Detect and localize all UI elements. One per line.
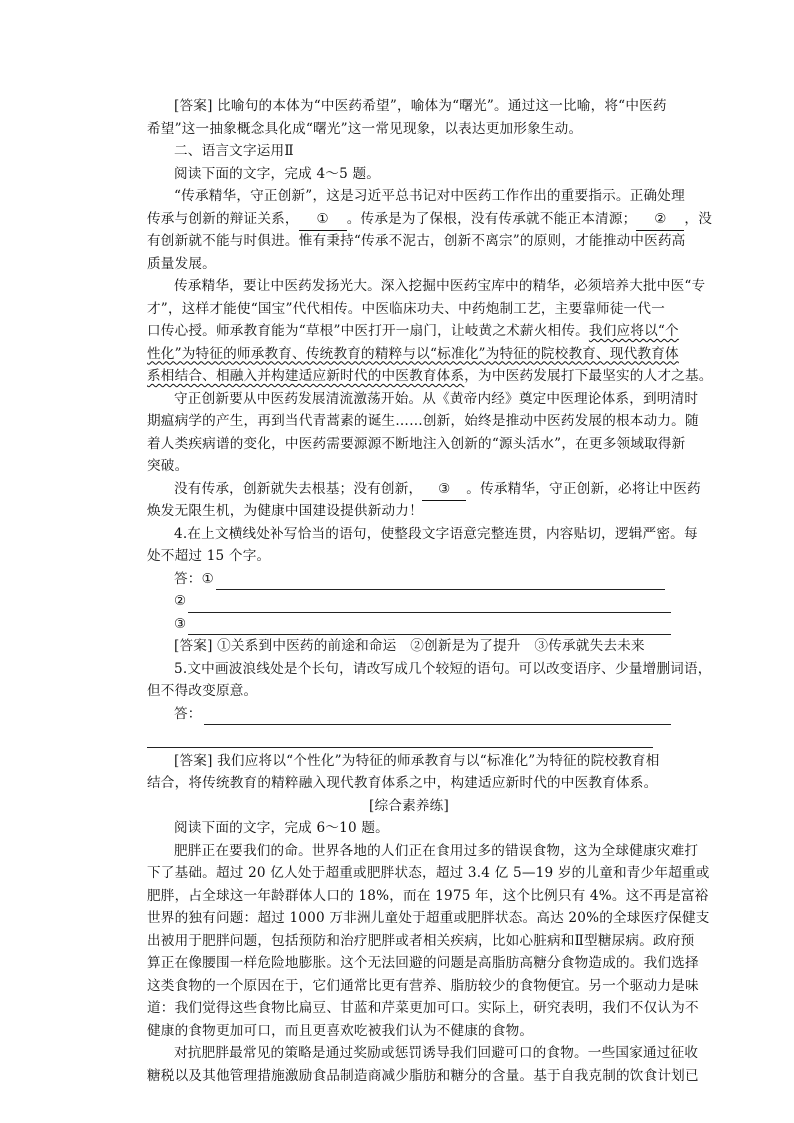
- para3-line-4: 突破。: [147, 458, 189, 474]
- para3-line-3: 着人类疾病谱的变化，中医药需要源源不断地注入创新的“源头活水”，在更多领域取得新: [147, 435, 686, 452]
- answer-line: [216, 575, 665, 590]
- answer-line: [204, 710, 671, 725]
- para6-line-2: 糖税以及其他管理措施激励食品制造商减少脂肪和糖分的含量。基于自我克制的饮食计划已: [147, 1067, 699, 1084]
- para1-line-4: 质量发展。: [147, 255, 216, 272]
- para5-line-5: 出被用于肥胖问题，包括预防和治疗肥胖或者相关疾病，比如心脏病和Ⅱ型糖尿病。政府预: [147, 932, 695, 949]
- reading-instruction-4-5: 阅读下面的文字，完成 4～5 题。: [174, 165, 381, 182]
- para3-line-1: 守正创新要从中医药发展清流激荡开始。从《黄帝内经》奠定中医理论体系，到明清时: [174, 390, 699, 407]
- blank-1: ①: [299, 208, 347, 232]
- q4-answer-line: [答案] ①关系到中医药的前途和命运 ②创新是为了提升 ③传承就失去未来: [174, 638, 645, 654]
- para5-line-6: 算正在像腰围一样危险地膨胀。这个无法回避的问题是高脂肪高糖分食物造成的。我们选择: [147, 955, 699, 971]
- para1-line-3: 有创新就不能与时俱进。惟有秉持“传承不泥古，创新不离宗”的原则，才能推动中医药高: [147, 233, 686, 249]
- para2-line-2: 才”，这样才能使“国宝”代代相传。中医临床功夫、中药炮制工艺，主要靠师徒一代一: [147, 300, 666, 317]
- q5-answer-line-2: 结合，将传统教育的精粹融入现代教育体系之中，构建适应新时代的中医教育体系。: [147, 775, 658, 791]
- q5-answer-line-1: [答案] 我们应将以“个性化”为特征的师承教育与以“标准化”为特征的院校教育相: [174, 752, 660, 769]
- wavy-sentence: 我们应将以“个: [588, 323, 679, 339]
- para2-line-1: 传承精华，要让中医药发扬光大。深入挖掘中医药宝库中的精华，必须培养大批中医“专: [174, 278, 706, 294]
- blank-3: ③: [422, 478, 466, 502]
- q3-answer-line-1: [答案] 比喻句的本体为“中医药希望”，喻体为“曙光”。通过这一比喻，将“中医药: [174, 98, 667, 114]
- q4-answer-field-2[interactable]: ②: [147, 590, 671, 613]
- para2-line-4: [147, 343, 679, 366]
- answer-tag: [答案]: [174, 638, 213, 654]
- para4-line-2: 焕发无限生机，为健康中国建设提供新动力！: [147, 503, 423, 519]
- q5-line-1: 5.文中画波浪线处是个长句，请改写成几个较短的语句。可以改变语序、少量增删词语，: [174, 660, 712, 677]
- answer-line: [188, 598, 671, 613]
- q3-answer-line-2: 希望”这一抽象概念具化成“曙光”这一常见现象，以表达更加形象生动。: [147, 120, 583, 137]
- para5-line-1: 肥胖正在要我们的命。世界各地的人们正在食用过多的错误食物，这为全球健康灾难打: [174, 842, 699, 859]
- wavy-sentence: 系相结合、相融入并构建适应新时代的中医教育体系: [147, 368, 465, 384]
- q5-answer-field-2[interactable]: [147, 725, 671, 748]
- blank-2: ②: [636, 208, 684, 232]
- para5-line-4: 世界的独有问题：超过 1000 万非洲儿童处于超重或肥胖状态。高达 20%的全球医疗保健支: [147, 910, 710, 926]
- document-body: [147, 95, 713, 1087]
- answer-line: [147, 733, 653, 748]
- para4-line-1: 没有传承，创新就失去根基；没有创新， ③ 。传承精华，守正创新，必将让中医药: [147, 478, 671, 501]
- para3-line-2: 期瘟病学的产生，再到当代青蒿素的诞生……创新，始终是推动中医药发展的根本动力。随: [147, 413, 699, 429]
- para5-line-8: 道：我们觉得这些食物比扁豆、甘蓝和芹菜更加可口。实际上，研究表明，我们不仅认为不: [147, 1000, 699, 1016]
- answer-line: [188, 620, 671, 635]
- para5-line-7: 这类食物的一个原因在于，它们通常比更有营养、脂肪较少的食物便宜。另一个驱动力是味: [147, 977, 699, 994]
- para5-line-3: 肥胖，占全球这一年龄群体人口的 18%，而在 1975 年，这个比例只有 4%。这不再是富裕: [147, 887, 709, 904]
- q4-line-2: 处不超过 15 个字。: [147, 548, 271, 564]
- section-heading-comprehensive: [综合素养练]: [369, 797, 449, 814]
- para1-line-2: 传承与创新的辩证关系， ① 。传承是为了保根，没有传承就不能正本清源； ② ，没: [147, 208, 671, 231]
- q5-answer-field-1[interactable]: 答：: [147, 703, 671, 726]
- answer-tag: [答案]: [174, 752, 213, 769]
- answer-tag: [答案]: [174, 98, 213, 114]
- para2-line-3: 口传心授。师承教育能为“草根”中医打开一扇门，让岐黄之术薪火相传。我们应将以“个: [147, 323, 679, 339]
- wavy-sentence: 性化”为特征的师承教育、传统教育的精粹与以“标准化”为特征的院校教育、现代教育体: [147, 345, 679, 362]
- q4-answer-field-1[interactable]: 答： ①: [147, 568, 671, 591]
- para5-line-9: 健康的食物更加可口，而且更喜欢吃被我们认为不健康的食物。: [147, 1022, 534, 1039]
- q4-answer-field-3[interactable]: ③: [147, 613, 671, 636]
- q4-line-1: 4.在上文横线处补写恰当的语句，使整段文字语意完整连贯，内容贴切，逻辑严密。每: [174, 525, 698, 542]
- q5-line-2: 但不得改变原意。: [147, 683, 258, 699]
- para1-line-1: “传承精华，守正创新”，这是习近平总书记对中医药工作作出的重要指示。正确处理: [174, 188, 685, 204]
- para2-line-5: 系相结合、相融入并构建适应新时代的中医教育体系，为中医药发展打下最坚实的人才之基。: [147, 368, 713, 384]
- section-heading-2: 二、语言文字运用Ⅱ: [174, 143, 294, 159]
- reading-instruction-6-10: 阅读下面的文字，完成 6～10 题。: [174, 820, 389, 836]
- para5-line-2: 下了基础。超过 20 亿人处于超重或肥胖状态，超过 3.4 亿 5—19 岁的儿童和青少年超重或: [147, 865, 710, 881]
- para6-line-1: 对抗肥胖最常见的策略是通过奖励或惩罚诱导我们回避可口的食物。一些国家通过征收: [174, 1045, 699, 1061]
